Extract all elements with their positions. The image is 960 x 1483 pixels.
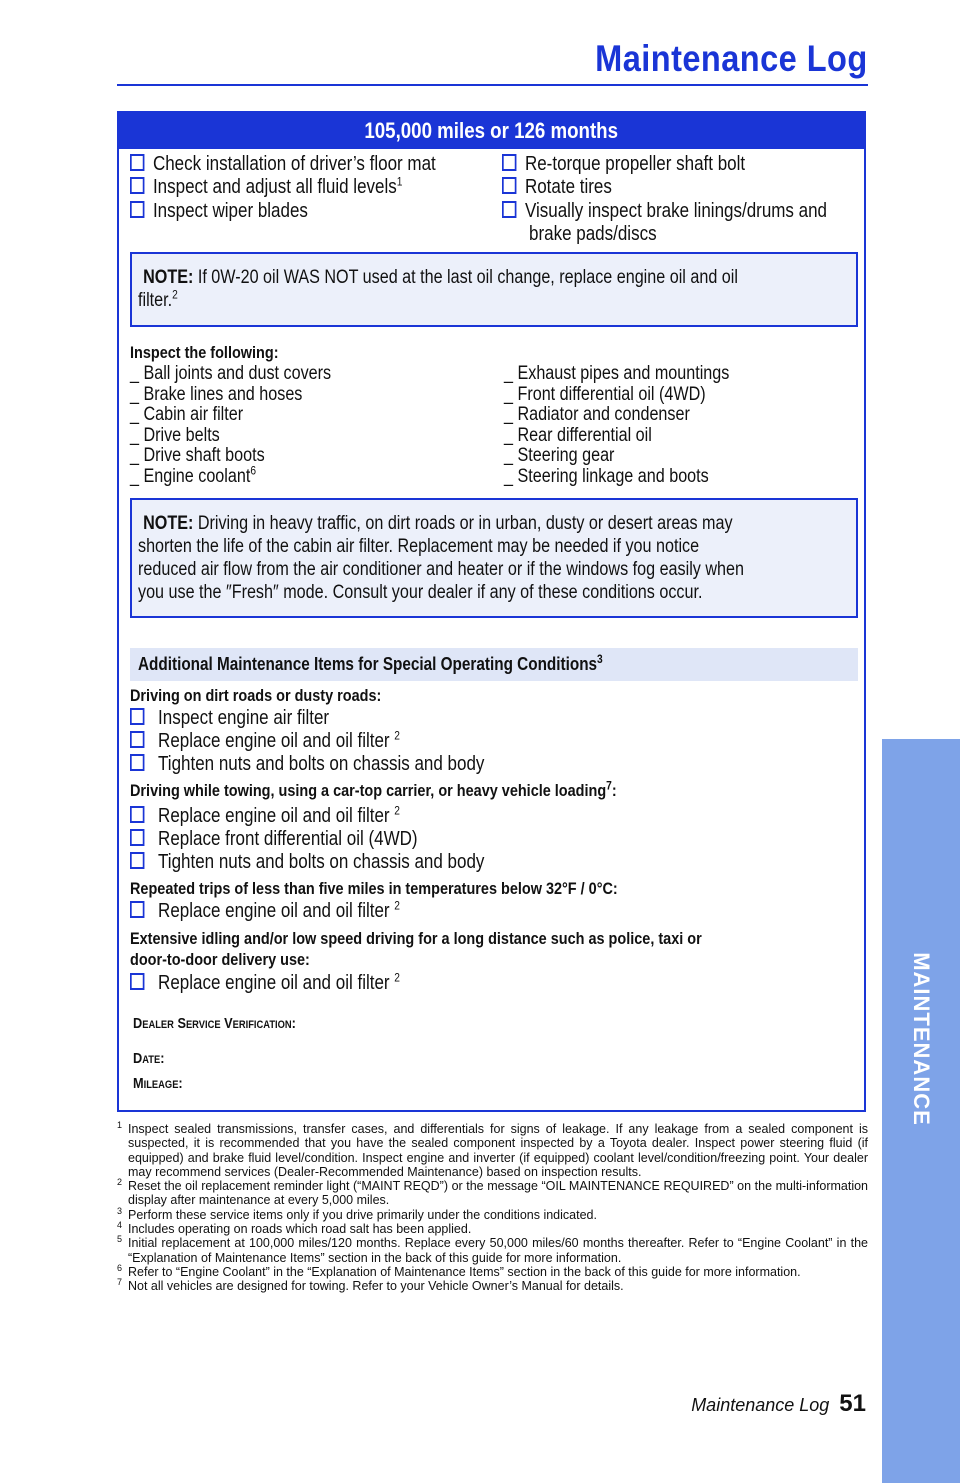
inspect-item: _ Drive belts [130,424,220,446]
page-title: Maintenance Log [595,38,868,79]
checklist-item: Check installation of driver’s floor mat [130,153,436,176]
checklist-item: Rotate tires [502,176,612,199]
interval-heading: 105,000 miles or 126 months [119,113,864,149]
checklist-item: Visually inspect brake linings/drums and [502,200,827,223]
checklist-item: Inspect and adjust all fluid levels$^1$ [130,176,402,199]
note-label: NOTE: [143,267,194,288]
note-label: NOTE: [143,513,194,534]
condition-heading-continuation: door-to-door delivery use: [130,950,310,969]
inspect-item: _ Ball joints and dust covers [130,363,332,384]
checkbox[interactable] [130,201,144,218]
date-label: Date: [133,1050,165,1067]
note-oil: NOTE: If 0W-20 oil WAS NOT used at the last oil change, replace engine oil and oil filter.$^2$ [130,252,858,327]
checklist-item: Replace front differential oil (4WD) [130,828,418,851]
checkbox[interactable] [502,201,516,218]
checkbox[interactable] [130,901,144,918]
condition-heading: Repeated trips of less than five miles in temperatures below 32°F / 0°C: [130,879,618,898]
checkbox[interactable] [130,177,144,194]
title-rule [117,84,868,86]
condition-heading: Driving on dirt roads or dusty roads: [130,686,382,705]
checklist-item: Tighten nuts and bolts on chassis and body [130,851,484,874]
checklist-item: Inspect wiper blades [130,200,308,223]
checklist-item: Tighten nuts and bolts on chassis and body [130,753,484,776]
mileage-label: Mileage: [133,1075,183,1092]
checkbox[interactable] [130,829,144,846]
special-conditions-title: Additional Maintenance Items for Special Operating Conditions$^3$ [138,652,603,674]
footnotes [117,1122,868,1294]
checkbox[interactable] [130,731,144,748]
checklist-item: Inspect engine air filter [130,707,329,730]
footer-label: Maintenance Log [691,1395,830,1415]
checklist-item: Replace engine oil and oil filter $^2$ [130,972,400,995]
page-number: 51 [839,1390,866,1417]
checkbox[interactable] [130,754,144,771]
checkbox[interactable] [130,806,144,823]
checklist-item: Replace engine oil and oil filter $^2$ [130,805,400,828]
side-tab [882,739,960,1483]
special-conditions-band [130,648,858,681]
footnote: 7 Not all vehicles are designed for towing. Refer to your Vehicle Owner’s Manual for details. [117,1277,624,1294]
inspect-list-right [504,364,729,488]
checkbox[interactable] [502,154,516,171]
checklist-item-continuation: brake pads/discs [529,223,657,245]
checkbox[interactable] [502,177,516,194]
checkbox[interactable] [130,708,144,725]
inspect-list-left [130,364,331,488]
checklist-item: Replace engine oil and oil filter $^2$ [130,730,400,753]
inspect-item: _ Engine coolant$^6$ [130,463,257,487]
footnote: 4 Includes operating on roads which road salt has been applied. [117,1220,472,1237]
inspect-item: _ Exhaust pipes and mountings [504,363,730,384]
inspect-item: _ Brake lines and hoses [130,383,303,405]
inspect-item: _ Front differential oil (4WD) [504,383,706,405]
condition-heading: Extensive idling and/or low speed driving for a long distance such as police, taxi or [130,929,702,948]
footnote: 6 Refer to “Engine Coolant” in the “Explanation of Maintenance Items” section in the back of this guide for more information. [117,1262,801,1279]
checkbox[interactable] [130,973,144,990]
inspect-heading: Inspect the following: [130,343,279,362]
inspect-item: _ Steering linkage and boots [504,465,709,487]
side-tab-label: MAINTENANCE [909,952,934,1126]
checklist-item: Replace engine oil and oil filter $^2$ [130,900,400,923]
footnote: 3 Perform these service items only if you drive primarily under the conditions indicated. [117,1205,597,1222]
checklist-item: Re-torque propeller shaft bolt [502,153,745,176]
page-footer [691,1390,866,1418]
checkbox[interactable] [130,154,144,171]
inspect-item: _ Cabin air filter [130,404,244,426]
inspect-item: _ Rear differential oil [504,424,652,446]
inspect-item: _ Radiator and condenser [504,404,690,426]
inspect-item: _ Drive shaft boots [130,445,265,467]
inspect-item: _ Steering gear [504,445,615,467]
condition-heading: Driving while towing, using a car-top carrier, or heavy vehicle loading$^7$: [130,778,617,800]
note-cabin-filter: NOTE: Driving in heavy traffic, on dirt roads or in urban, dusty or desert areas may shorten the life of the cabin air filter. Replacement may be needed if you notice reduced air flow from the air conditioner and heater or if the windows fog easily when you use the ″Fresh″ mode. Consult your dealer if any of these conditions occur. [130,498,858,618]
checkbox[interactable] [130,852,144,869]
maintenance-box [117,111,866,1112]
footnote: 5 Initial replacement at 100,000 miles/120 months. Replace every 50,000 miles/60 months thereafter. Refer to “Engine Coolant” in the “Explanation of Maintenance Items” section in the back of this guide for more information. [117,1234,868,1265]
dealer-verification-label: Dealer Service Verification: [133,1015,296,1032]
footnote: 1 Inspect sealed transmissions, transfer cases, and differentials for signs of leakage. If any leakage from a sealed component is suspected, it is recommended that you have the sealed component inspected by a Toyota dealer. Inspect power steering fluid (if equipped) and brake fluid level/condition. Inspect engine and inverter (if equipped) coolant level/condition/freezing point. Your dealer may recommend services (Dealer-Recommended Maintenance) based on inspection results. [117,1120,868,1179]
footnote: 2 Reset the oil replacement reminder light (“MAINT REQD”) or the message “OIL MAINTENANCE REQUIRED” on the multi-information display after maintenance at every 5,000 miles. [117,1177,868,1208]
